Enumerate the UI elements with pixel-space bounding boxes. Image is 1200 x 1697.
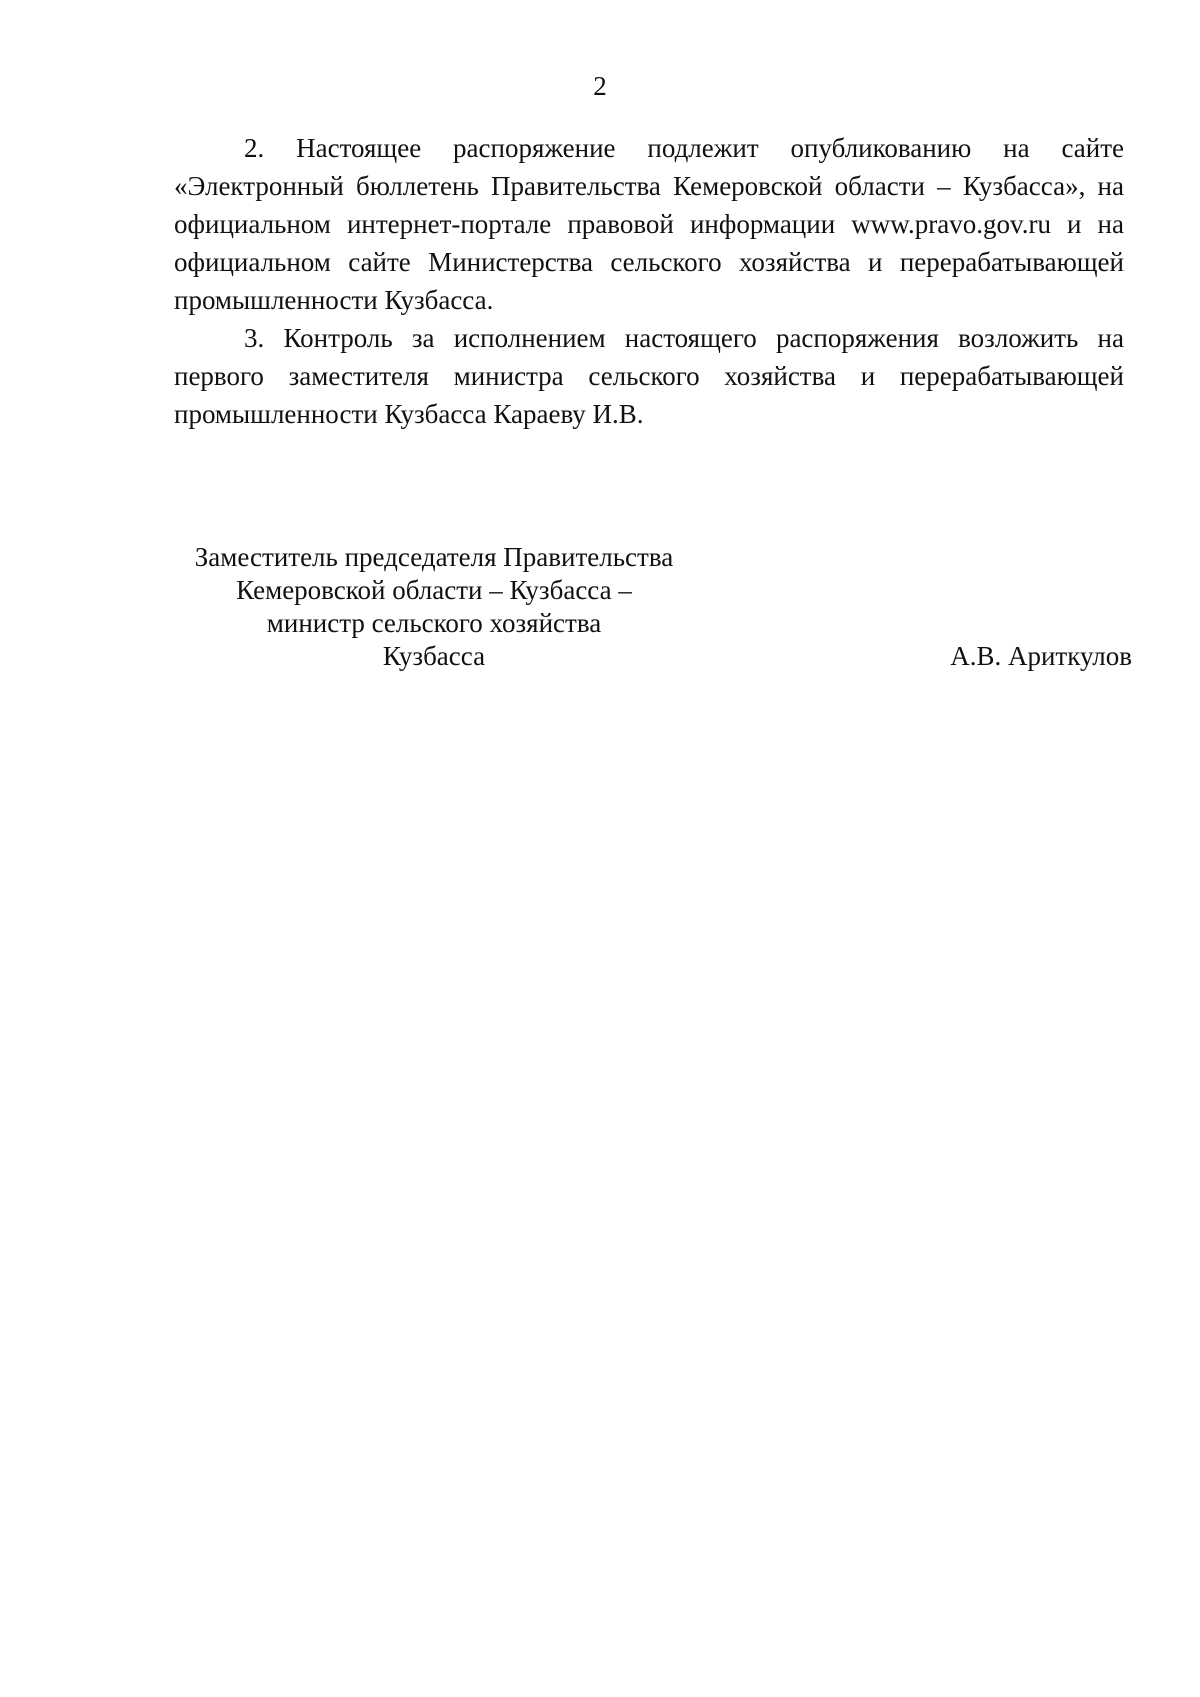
signatory-title-line: Заместитель председателя Правительства (194, 542, 674, 572)
paragraph-control: 3. Контроль за исполнением настоящего распоряжения возложить на первого заместителя министра сельского хозяйства и перерабатывающей промышленности Кузбасса Караеву И.В. (174, 323, 1124, 429)
document-body (174, 129, 1124, 433)
page-number: 2 (593, 71, 607, 101)
signatory-title-line: Кузбасса (382, 641, 486, 671)
signatory-name: А.В. Ариткулов (950, 641, 1132, 671)
signatory-title-line: министр сельского хозяйства (266, 608, 602, 638)
paragraph-publication: 2. Настоящее распоряжение подлежит опубликованию на сайте «Электронный бюллетень Правительства Кемеровской области – Кузбасса», на официальном интернет-портале правовой информации www.pravo.gov.ru и на официальном сайте Министерства сельского хозяйства и перерабатывающей промышленности Кузбасса. (174, 133, 1124, 315)
signatory-title (174, 541, 694, 673)
signatory-title-line: Кемеровской области – Кузбасса – (236, 575, 632, 605)
